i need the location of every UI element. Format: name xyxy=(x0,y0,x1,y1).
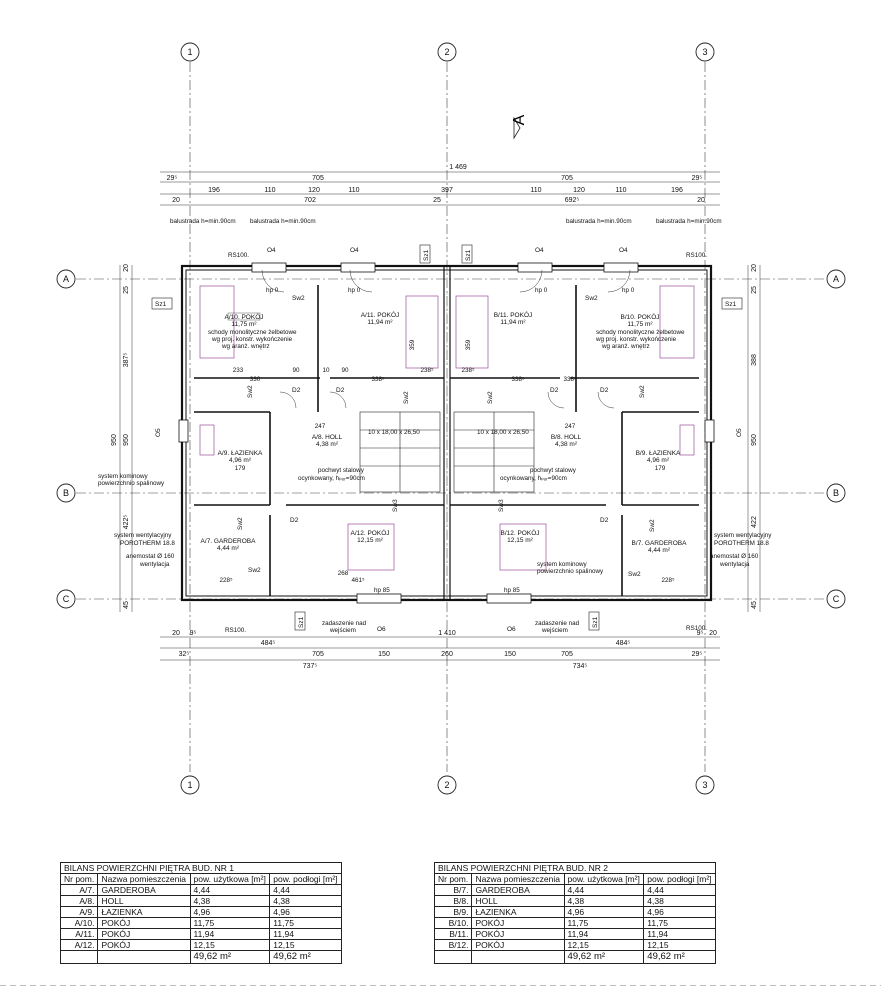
svg-text:247: 247 xyxy=(314,423,326,430)
table1-title: BILANS POWIERZCHNI PIĘTRA BUD. NR 1 xyxy=(61,863,342,874)
room-b9-name: B/9. ŁAZIENKA xyxy=(635,450,681,457)
svg-text:wentylacja: wentylacja xyxy=(720,561,750,568)
svg-text:484⁵: 484⁵ xyxy=(260,640,276,647)
svg-text:hp 0: hp 0 xyxy=(622,287,635,294)
room-b7-area: 4,44 m² xyxy=(647,547,671,554)
table2-totals-row xyxy=(435,951,716,964)
table-row: B/8. HOLL 4,38 4,38 xyxy=(435,896,716,907)
svg-text:705: 705 xyxy=(312,651,324,658)
svg-text:wg proj. konstr. wykończenie: wg proj. konstr. wykończenie xyxy=(212,336,293,343)
table-row: B/11. POKÓJ 11,94 11,94 xyxy=(435,929,716,940)
svg-text:10 x 18,00 x 26,50: 10 x 18,00 x 26,50 xyxy=(368,429,420,436)
svg-text:D2: D2 xyxy=(292,387,301,394)
svg-text:Sz1: Sz1 xyxy=(423,249,430,261)
svg-text:A: A xyxy=(511,114,528,126)
svg-text:O5: O5 xyxy=(736,428,743,437)
svg-text:330: 330 xyxy=(249,376,261,383)
svg-text:Sz1: Sz1 xyxy=(465,249,472,261)
svg-text:powierzchnio spalinowy: powierzchnio spalinowy xyxy=(98,480,165,487)
area-table-building-1 xyxy=(60,862,342,964)
svg-text:RS100.: RS100. xyxy=(686,625,708,632)
svg-text:system wentylacyjny: system wentylacyjny xyxy=(714,532,772,539)
svg-text:hp 0: hp 0 xyxy=(266,287,279,294)
svg-text:O4: O4 xyxy=(350,247,359,254)
svg-text:wg aranż. wnętrz: wg aranż. wnętrz xyxy=(602,343,650,350)
bottom-dimension-lines xyxy=(160,637,720,660)
svg-text:anemostat Ø 160: anemostat Ø 160 xyxy=(710,553,759,560)
svg-text:20: 20 xyxy=(709,630,717,637)
svg-text:D2: D2 xyxy=(550,387,559,394)
axis-label-1-bottom: 1 xyxy=(187,780,193,790)
svg-text:388: 388 xyxy=(751,354,758,366)
room-a8-name: A/8. HOLL xyxy=(311,434,343,441)
table-row: A/11. POKÓJ 11,94 11,94 xyxy=(61,929,342,940)
svg-text:422: 422 xyxy=(751,516,758,528)
room-b8-area: 4,38 m² xyxy=(554,441,578,448)
table-row: B/7. GARDEROBA 4,44 4,44 xyxy=(435,885,716,896)
svg-text:balustrada h=min.90cm: balustrada h=min.90cm xyxy=(566,218,632,225)
table-row: B/9. ŁAZIENKA 4,96 4,96 xyxy=(435,907,716,918)
room-b10-area: 11,75 m² xyxy=(627,321,653,328)
table1-header-number: Nr pom. xyxy=(61,874,98,885)
svg-text:734⁵: 734⁵ xyxy=(572,663,588,670)
svg-text:196: 196 xyxy=(208,187,220,194)
svg-text:228⁵: 228⁵ xyxy=(661,577,675,584)
side-dimension-texts xyxy=(111,264,758,609)
svg-text:RS100.: RS100. xyxy=(228,252,250,259)
svg-text:737⁵: 737⁵ xyxy=(302,663,318,670)
svg-text:233: 233 xyxy=(232,367,244,374)
svg-text:O5: O5 xyxy=(155,428,162,437)
svg-text:90: 90 xyxy=(292,367,300,374)
room-b12-area: 12,15 m² xyxy=(507,537,533,544)
svg-text:wg proj. konstr. wykończenie: wg proj. konstr. wykończenie xyxy=(596,336,677,343)
svg-text:schody monolityczne żelbetowe: schody monolityczne żelbetowe xyxy=(208,329,297,336)
svg-text:wg aranż. wnętrz: wg aranż. wnętrz xyxy=(222,343,270,350)
svg-text:Sw2: Sw2 xyxy=(247,385,254,398)
svg-text:zadaszenie nad: zadaszenie nad xyxy=(535,620,580,627)
svg-text:zadaszenie nad: zadaszenie nad xyxy=(322,620,367,627)
svg-text:POROTHERM 18.8: POROTHERM 18.8 xyxy=(120,540,175,547)
svg-text:POROTHERM 18.8: POROTHERM 18.8 xyxy=(714,540,769,547)
svg-text:Sw2: Sw2 xyxy=(639,385,646,398)
svg-text:387⁵: 387⁵ xyxy=(123,352,130,368)
table1-header-name: Nazwa pomieszczenia xyxy=(98,874,190,885)
svg-text:system kominowy: system kominowy xyxy=(537,561,587,568)
table-row: A/8. HOLL 4,38 4,38 xyxy=(61,896,342,907)
svg-text:120: 120 xyxy=(308,187,320,194)
svg-text:238⁵: 238⁵ xyxy=(461,367,475,374)
top-dimension-texts xyxy=(167,164,705,204)
room-b11-area: 11,94 m² xyxy=(500,319,526,326)
svg-text:9⁵: 9⁵ xyxy=(696,630,704,637)
svg-text:268: 268 xyxy=(337,570,349,577)
room-a11-name: A/11. POKÓJ xyxy=(360,312,400,319)
bottom-dimension-texts xyxy=(172,630,717,670)
svg-text:150: 150 xyxy=(504,651,516,658)
svg-text:Sw2: Sw2 xyxy=(403,391,410,404)
table-row: A/9. ŁAZIENKA 4,96 4,96 xyxy=(61,907,342,918)
svg-text:702: 702 xyxy=(304,197,316,204)
room-b7-name: B/7. GARDEROBA xyxy=(631,540,687,547)
svg-text:Sw2: Sw2 xyxy=(628,571,641,578)
svg-text:hp 85: hp 85 xyxy=(504,587,520,594)
svg-text:hp 0: hp 0 xyxy=(535,287,548,294)
svg-text:110: 110 xyxy=(264,187,276,194)
svg-text:179: 179 xyxy=(654,465,666,472)
svg-text:196: 196 xyxy=(671,187,683,194)
svg-text:Sz1: Sz1 xyxy=(725,301,737,308)
svg-text:1 469: 1 469 xyxy=(449,164,467,171)
svg-text:10: 10 xyxy=(322,367,330,374)
svg-text:wejściem: wejściem xyxy=(542,627,568,634)
svg-text:20: 20 xyxy=(172,630,180,637)
svg-text:O4: O4 xyxy=(535,247,544,254)
svg-text:Sw2: Sw2 xyxy=(292,295,305,302)
svg-text:O4: O4 xyxy=(267,247,276,254)
svg-text:pochwyt stalowy: pochwyt stalowy xyxy=(530,467,576,474)
svg-text:D2: D2 xyxy=(290,517,299,524)
section-mark xyxy=(511,114,528,138)
svg-text:RS100.: RS100. xyxy=(225,627,247,634)
axis-label-c-right: C xyxy=(832,594,840,604)
svg-text:461⁵: 461⁵ xyxy=(351,577,365,584)
svg-text:pochwyt stalowy: pochwyt stalowy xyxy=(318,467,364,474)
svg-text:9⁵: 9⁵ xyxy=(189,630,197,637)
svg-text:25: 25 xyxy=(433,197,441,204)
svg-text:110: 110 xyxy=(530,187,542,194)
svg-text:wentylacja: wentylacja xyxy=(140,561,170,568)
room-b11-name: B/11. POKÓJ xyxy=(493,312,533,319)
svg-text:D2: D2 xyxy=(600,517,609,524)
room-b8-name: B/8. HOLL xyxy=(550,434,582,441)
svg-text:schody monolityczne żelbetowe: schody monolityczne żelbetowe xyxy=(596,329,685,336)
svg-text:anemostat Ø 160: anemostat Ø 160 xyxy=(126,553,175,560)
svg-text:120: 120 xyxy=(573,187,585,194)
axis-label-3-top: 3 xyxy=(702,47,708,57)
svg-text:Sw2: Sw2 xyxy=(487,391,494,404)
room-a11-area: 11,94 m² xyxy=(367,319,393,326)
svg-text:150: 150 xyxy=(378,651,390,658)
svg-text:ocynkowany, hₚₒᵣ=90cm: ocynkowany, hₚₒᵣ=90cm xyxy=(298,475,365,482)
svg-text:25: 25 xyxy=(123,286,130,294)
svg-text:Sw2: Sw2 xyxy=(237,517,244,530)
svg-text:484⁵: 484⁵ xyxy=(615,640,631,647)
table-row: A/12. POKÓJ 12,15 12,15 xyxy=(61,940,342,951)
svg-text:45: 45 xyxy=(751,601,758,609)
svg-text:338⁵: 338⁵ xyxy=(511,376,525,383)
svg-text:950: 950 xyxy=(751,434,758,446)
table1-total-floor: 49,62 m² xyxy=(270,951,342,964)
svg-text:45: 45 xyxy=(123,601,130,609)
svg-text:20: 20 xyxy=(172,197,180,204)
svg-text:D2: D2 xyxy=(600,387,609,394)
axis-label-a-left: A xyxy=(62,274,70,284)
svg-text:system wentylacyjny: system wentylacyjny xyxy=(114,532,172,539)
table-row: A/10. POKÓJ 11,75 11,75 xyxy=(61,918,342,929)
table1-total-usable: 49,62 m² xyxy=(190,951,270,964)
svg-text:Sw3: Sw3 xyxy=(392,499,399,512)
svg-text:950: 950 xyxy=(123,434,130,446)
table2-title: BILANS POWIERZCHNI PIĘTRA BUD. NR 2 xyxy=(435,863,716,874)
table1-totals-row xyxy=(61,951,342,964)
room-a7-name: A/7. GARDEROBA xyxy=(200,538,256,545)
svg-text:692⁵: 692⁵ xyxy=(564,197,580,204)
svg-text:balustrada h=min.90cm: balustrada h=min.90cm xyxy=(656,218,722,225)
svg-text:hp 85: hp 85 xyxy=(374,587,390,594)
table2-header-number: Nr pom. xyxy=(435,874,472,885)
room-a9-area: 4,96 m² xyxy=(228,457,252,464)
table-row: B/12. POKÓJ 12,15 12,15 xyxy=(435,940,716,951)
svg-text:Sw2: Sw2 xyxy=(585,295,598,302)
drawing-notes xyxy=(98,218,772,634)
axis-label-1-top: 1 xyxy=(187,47,193,57)
svg-text:705: 705 xyxy=(312,175,324,182)
svg-text:238⁵: 238⁵ xyxy=(420,367,434,374)
svg-text:247: 247 xyxy=(564,423,576,430)
svg-text:wejściem: wejściem xyxy=(330,627,356,634)
sheet-edge-line xyxy=(0,985,881,986)
svg-text:D2: D2 xyxy=(336,387,345,394)
svg-text:20: 20 xyxy=(123,264,130,272)
table-row: B/10. POKÓJ 11,75 11,75 xyxy=(435,918,716,929)
svg-text:359: 359 xyxy=(409,339,416,351)
room-a9-name: A/9. ŁAZIENKA xyxy=(217,450,263,457)
svg-text:228⁵: 228⁵ xyxy=(219,577,233,584)
table2-header-floor: pow. podłogi [m²] xyxy=(644,874,716,885)
svg-text:Sz1: Sz1 xyxy=(298,616,305,628)
svg-text:705: 705 xyxy=(561,651,573,658)
svg-text:RS100.: RS100. xyxy=(686,252,708,259)
svg-text:balustrada h=min.90cm: balustrada h=min.90cm xyxy=(250,218,316,225)
svg-text:110: 110 xyxy=(615,187,627,194)
table2-total-floor: 49,62 m² xyxy=(644,951,716,964)
svg-text:Sw3: Sw3 xyxy=(498,499,505,512)
svg-text:system kominowy: system kominowy xyxy=(98,473,148,480)
svg-text:29⁵: 29⁵ xyxy=(691,651,703,658)
table2-header-name: Nazwa pomieszczenia xyxy=(472,874,564,885)
svg-text:20: 20 xyxy=(751,264,758,272)
svg-text:O6: O6 xyxy=(377,626,386,633)
svg-text:O6: O6 xyxy=(507,626,516,633)
svg-text:338⁵: 338⁵ xyxy=(371,376,385,383)
svg-text:balustrada h=min.90cm: balustrada h=min.90cm xyxy=(170,218,236,225)
element-tags xyxy=(152,245,743,633)
svg-text:20: 20 xyxy=(697,197,705,204)
room-a12-area: 12,15 m² xyxy=(357,537,383,544)
svg-text:29⁵: 29⁵ xyxy=(691,175,703,182)
room-b9-area: 4,96 m² xyxy=(646,457,670,464)
svg-text:Sw2: Sw2 xyxy=(248,567,261,574)
svg-text:O4: O4 xyxy=(619,247,628,254)
table1-header-usable: pow. użytkowa [m²] xyxy=(190,874,270,885)
svg-text:29⁵: 29⁵ xyxy=(166,175,178,182)
table2-header-usable: pow. użytkowa [m²] xyxy=(564,874,644,885)
room-a8-area: 4,38 m² xyxy=(315,441,339,448)
svg-text:950: 950 xyxy=(111,434,118,446)
axis-label-b-left: B xyxy=(62,488,70,498)
axis-label-b-right: B xyxy=(832,488,840,498)
axis-label-a-right: A xyxy=(832,274,840,284)
room-b12-name: B/12. POKÓJ xyxy=(500,530,540,537)
svg-text:359: 359 xyxy=(465,339,472,351)
svg-text:90: 90 xyxy=(341,367,349,374)
svg-text:422⁵: 422⁵ xyxy=(123,514,130,530)
table1-header-floor: pow. podłogi [m²] xyxy=(270,874,342,885)
svg-text:397: 397 xyxy=(441,187,453,194)
room-b10-name: B/10. POKÓJ xyxy=(620,314,660,321)
table-row: A/7. GARDEROBA 4,44 4,44 xyxy=(61,885,342,896)
axis-label-2-top: 2 xyxy=(444,47,450,57)
room-a12-name: A/12. POKÓJ xyxy=(350,530,390,537)
svg-text:179: 179 xyxy=(234,465,246,472)
svg-text:25: 25 xyxy=(751,286,758,294)
axis-label-c-left: C xyxy=(62,594,70,604)
svg-text:260: 260 xyxy=(441,651,453,658)
room-a10-area: 11,75 m² xyxy=(231,321,257,328)
svg-text:Sw2: Sw2 xyxy=(649,519,656,532)
svg-text:powierzchnio spalinowy: powierzchnio spalinowy xyxy=(537,568,604,575)
axis-label-2-bottom: 2 xyxy=(444,780,450,790)
svg-text:110: 110 xyxy=(348,187,360,194)
axis-label-3-bottom: 3 xyxy=(702,780,708,790)
room-a7-area: 4,44 m² xyxy=(216,545,240,552)
svg-text:10 x 18,00 x 26,50: 10 x 18,00 x 26,50 xyxy=(477,429,529,436)
room-a10-name: A/10. POKÓJ xyxy=(224,314,264,321)
svg-text:Sz1: Sz1 xyxy=(155,301,167,308)
svg-text:32⁵: 32⁵ xyxy=(178,651,190,658)
table2-total-usable: 49,62 m² xyxy=(564,951,644,964)
svg-text:705: 705 xyxy=(561,175,573,182)
svg-text:Sz1: Sz1 xyxy=(592,616,599,628)
svg-text:1 410: 1 410 xyxy=(438,630,456,637)
svg-text:ocynkowany, hₚₒᵣ=90cm: ocynkowany, hₚₒᵣ=90cm xyxy=(500,475,567,482)
area-table-building-2 xyxy=(434,862,716,964)
svg-text:338⁵: 338⁵ xyxy=(563,376,577,383)
svg-text:hp 0: hp 0 xyxy=(348,287,361,294)
